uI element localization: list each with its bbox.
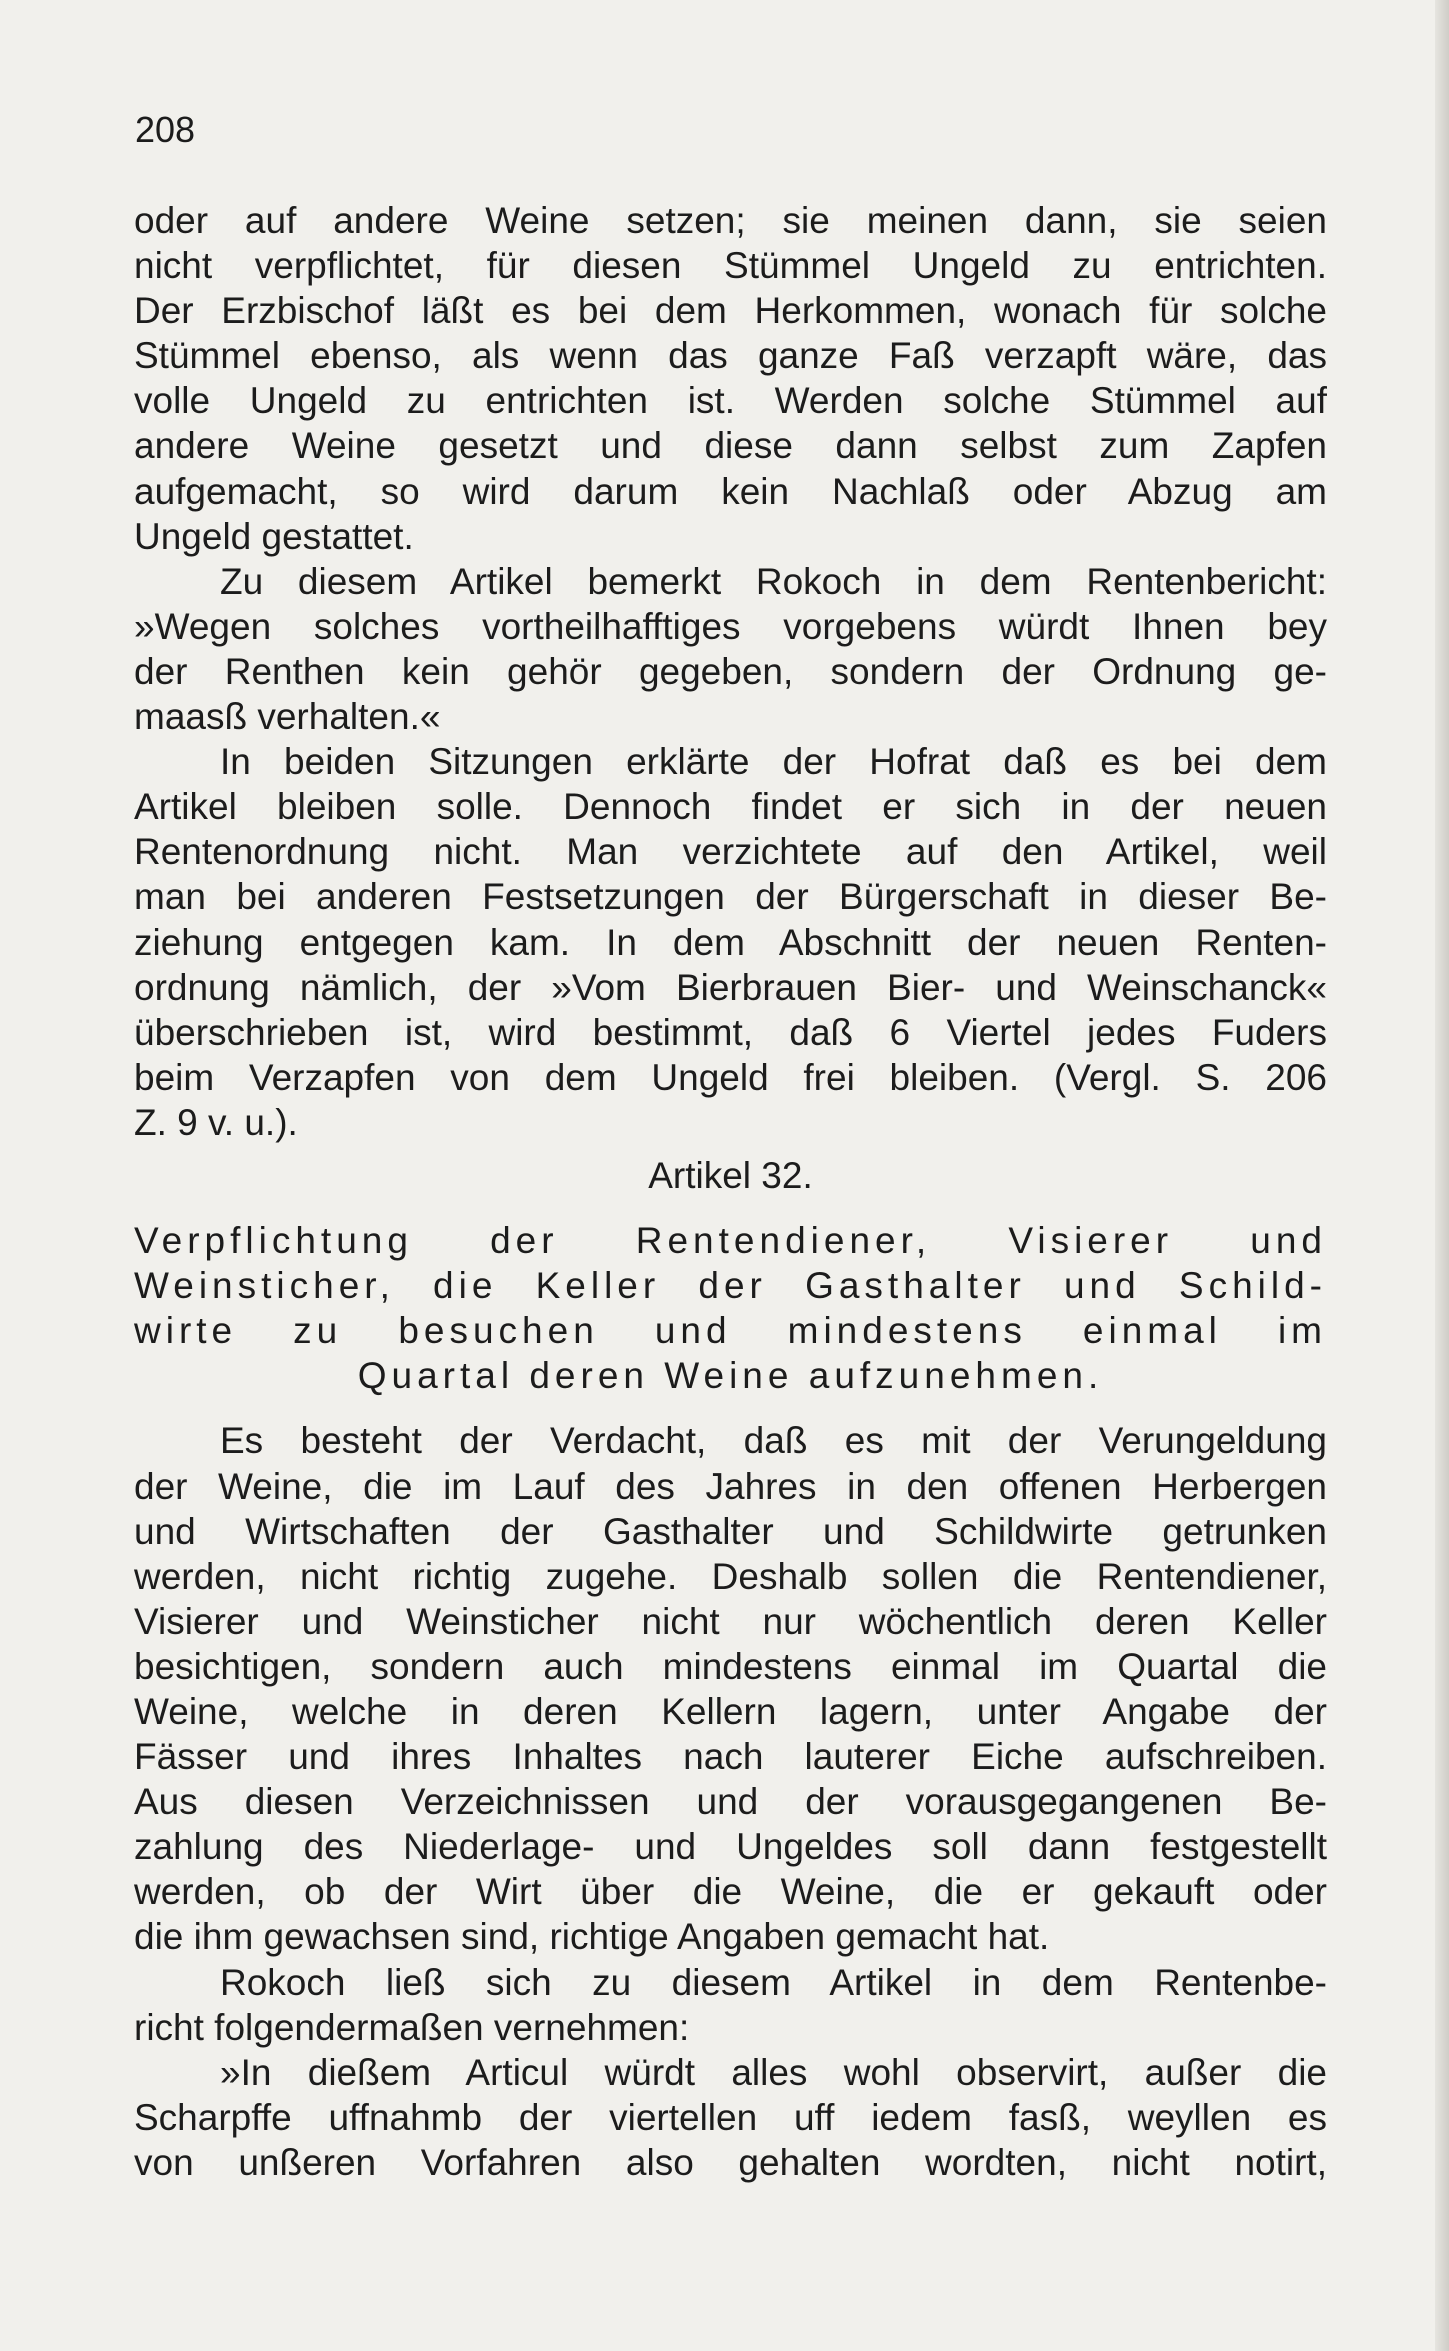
article-heading-line: Verpflichtung der Rentendiener, Visierer und — [134, 1220, 1327, 1262]
text-line: der Weine, die im Lauf des Jahres in den offenen Herbergen — [134, 1465, 1327, 1507]
text-line: von unßeren Vorfahren also gehalten wordten, nicht notirt, — [134, 2141, 1327, 2183]
page-text — [134, 198, 1327, 2185]
text-line: Artikel bleiben solle. Dennoch findet er sich in der neuen — [134, 786, 1327, 828]
text-line: Zu diesem Artikel bemerkt Rokoch in dem Rentenbericht: — [220, 560, 1327, 602]
text-line: Weine, welche in deren Kellern lagern, unter Angabe der — [134, 1691, 1327, 1732]
text-line: »Wegen solches vortheilhafftiges vorgebens würdt Ihnen bey — [134, 605, 1327, 647]
text-line: richt folgendermaßen vernehmen: — [134, 2006, 690, 2048]
text-line: besichtigen, sondern auch mindestens einmal im Quartal die — [134, 1645, 1327, 1687]
text-line: nicht verpflichtet, für diesen Stümmel Ungeld zu entrichten. — [134, 245, 1327, 287]
text-line: überschrieben ist, wird bestimmt, daß 6 Viertel jedes Fuders — [134, 1011, 1327, 1053]
text-line: volle Ungeld zu entrichten ist. Werden solche Stümmel auf — [134, 380, 1327, 422]
text-line: die ihm gewachsen sind, richtige Angaben gemacht hat. — [134, 1916, 1050, 1958]
text-line: Fässer und ihres Inhaltes nach lauterer Eiche aufschreiben. — [134, 1736, 1327, 1778]
text-line: und Wirtschaften der Gasthalter und Schildwirte getrunken — [134, 1510, 1327, 1552]
text-line: beim Verzapfen von dem Ungeld frei bleiben. (Vergl. S. 206 — [134, 1056, 1327, 1098]
text-line: ordnung nämlich, der »Vom Bierbrauen Bier- und Weinschanck« — [134, 966, 1327, 1008]
text-line: Es besteht der Verdacht, daß es mit der Verungeldung — [220, 1420, 1327, 1462]
text-line: oder auf andere Weine setzen; sie meinen dann, sie seien — [134, 200, 1327, 241]
article-heading-line: Quartal deren Weine aufzunehmen. — [357, 1355, 1104, 1397]
text-line: andere Weine gesetzt und diese dann selbst zum Zapfen — [134, 425, 1327, 467]
text-line: Rokoch ließ sich zu diesem Artikel in dem Rentenbe- — [220, 1961, 1327, 2003]
spacer — [134, 1398, 1327, 1418]
article-heading-line: wirte zu besuchen und mindestens einmal im — [134, 1310, 1327, 1352]
text-line: Stümmel ebenso, als wenn das ganze Faß verzapft wäre, das — [134, 335, 1327, 377]
text-line: Scharpffe uffnahmb der viertellen uff iedem fasß, weyllen es — [134, 2096, 1327, 2138]
page-edge-shadow — [1435, 0, 1449, 2351]
text-line: werden, nicht richtig zugehe. Deshalb sollen die Rentendiener, — [134, 1555, 1327, 1597]
text-line: »In dießem Articul würdt alles wohl observirt, außer die — [220, 2051, 1327, 2093]
spacer — [134, 1198, 1327, 1218]
text-line: aufgemacht, so wird darum kein Nachlaß oder Abzug am — [134, 470, 1327, 512]
text-line: ziehung entgegen kam. In dem Abschnitt der neuen Renten- — [134, 921, 1327, 963]
text-line: Rentenordnung nicht. Man verzichtete auf den Artikel, weil — [134, 831, 1327, 873]
text-line: maasß verhalten.« — [134, 696, 441, 738]
text-line: man bei anderen Festsetzungen der Bürgerschaft in dieser Be- — [134, 876, 1327, 918]
text-line: Z. 9 v. u.). — [134, 1101, 298, 1143]
text-line: In beiden Sitzungen erklärte der Hofrat daß es bei dem — [220, 741, 1327, 783]
text-line: werden, ob der Wirt über die Weine, die er gekauft oder — [134, 1871, 1327, 1913]
text-line: Visierer und Weinsticher nicht nur wöchentlich deren Keller — [134, 1600, 1327, 1642]
text-line: Der Erzbischof läßt es bei dem Herkommen, wonach für solche — [134, 290, 1327, 332]
page-number: 208 — [135, 109, 196, 150]
text-line: Aus diesen Verzeichnissen und der vorausgegangenen Be- — [134, 1781, 1327, 1823]
article-title: Artikel 32. — [648, 1154, 813, 1196]
text-line: der Renthen kein gehör gegeben, sondern der Ordnung ge- — [134, 650, 1327, 692]
text-line: Ungeld gestattet. — [134, 515, 414, 557]
article-heading-line: Weinsticher, die Keller der Gasthalter und Schild- — [134, 1265, 1327, 1307]
text-line: zahlung des Niederlage- und Ungeldes soll dann festgestellt — [134, 1826, 1327, 1868]
